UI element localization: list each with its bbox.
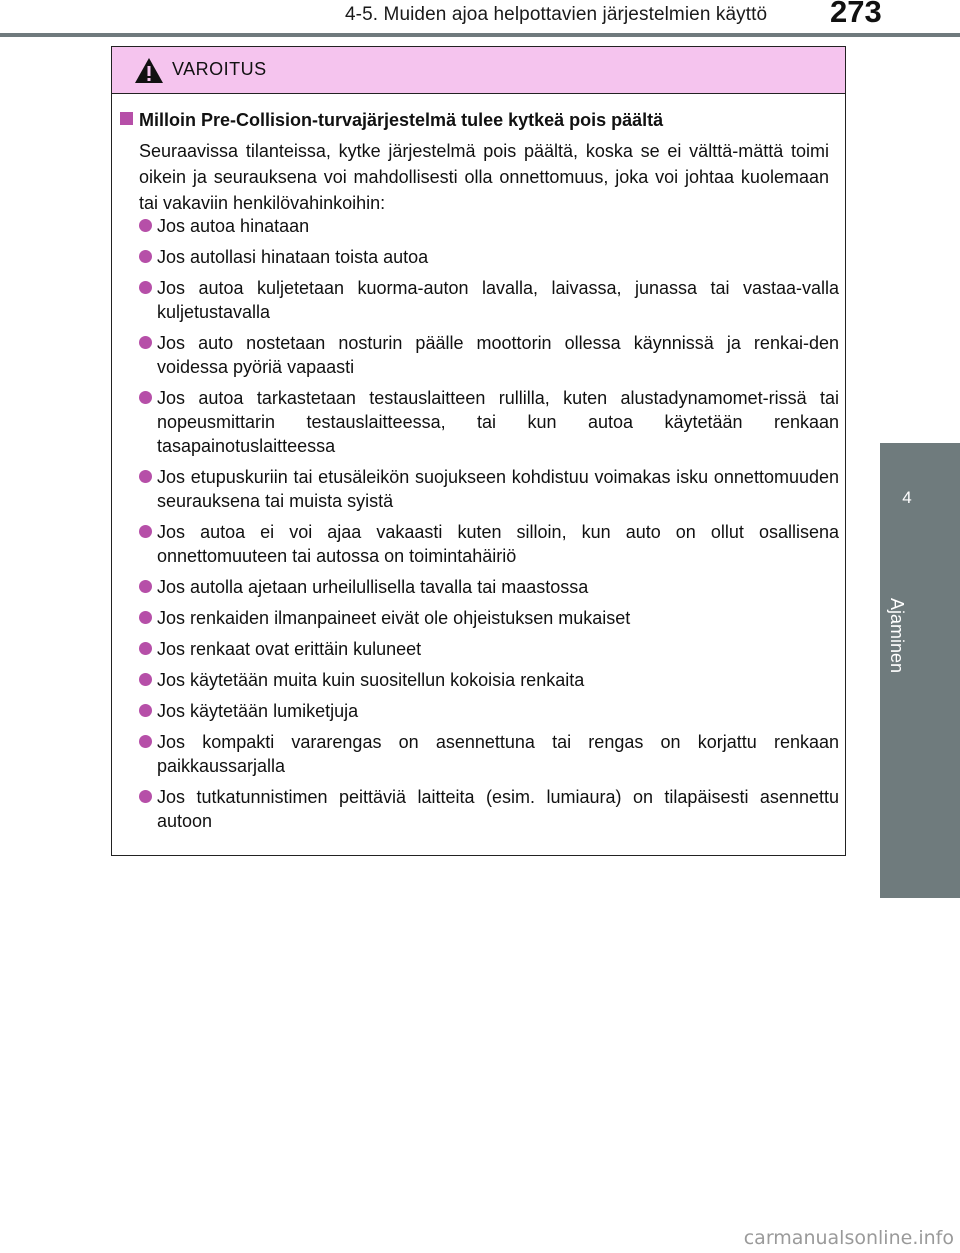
list-item-text: Jos auto nostetaan nosturin päälle moottorin ollessa käynnissä ja renkai-den voidessa pyöriä vapaasti [157,333,839,377]
list-item-text: Jos renkaiden ilmanpaineet eivät ole ohjeistuksen mukaiset [157,608,631,628]
warning-label: VAROITUS [172,59,267,79]
chapter-number: 4 [902,488,912,507]
running-header-title: 4-5. Muiden ajoa helpottavien järjestelmien käyttö [345,4,768,25]
list-item [139,214,839,238]
bullet-dot-icon [139,336,152,349]
list-item [139,668,839,692]
list-item-text: Jos autolla ajetaan urheilullisella tavalla tai maastossa [157,577,589,597]
warning-triangle-icon [134,57,164,84]
bullet-dot-icon [139,673,152,686]
bullet-dot-icon [139,790,152,803]
list-item [139,276,839,324]
list-item-text: Jos tutkatunnistimen peittäviä laitteita (esim. lumiaura) on tilapäisesti asennettu autoon [157,787,839,831]
page-number: 273 [830,0,882,29]
list-item [139,245,839,269]
bullet-dot-icon [139,704,152,717]
list-item-text: Jos käytetään lumiketjuja [157,701,359,721]
warning-box [111,46,846,856]
list-item-text: Jos autoa kuljetetaan kuorma-auton lavalla, laivassa, junassa tai vastaa-valla kuljetustavalla [157,278,839,322]
list-item-text: Jos etupuskuriin tai etusäleikön suojukseen kohdistuu voimakas isku onnettomuuden seurauksena tai muista syistä [157,467,839,511]
section-heading [120,110,663,131]
list-item [139,331,839,379]
bullet-dot-icon [139,580,152,593]
bullet-dot-icon [139,219,152,232]
list-item [139,699,839,723]
header-divider [0,33,960,37]
list-item [139,785,839,833]
list-item-text: Jos kompakti vararengas on asennettuna tai rengas on korjattu renkaan paikkaussarjalla [157,732,839,776]
bullet-dot-icon [139,281,152,294]
list-item [139,520,839,568]
chapter-label: Ajaminen [887,598,907,674]
list-item [139,386,839,458]
list-item-text: Jos autoa hinataan [157,216,310,236]
list-item-text: Jos autoa tarkastetaan testauslaitteen rullilla, kuten alustadynamomet-rissä tai nopeusmittarin testauslaitteessa, tai kun autoa käytetään renkaan tasapainotuslaitteessa [157,388,839,456]
list-item-text: Jos autollasi hinataan toista autoa [157,247,429,267]
bullet-dot-icon [139,611,152,624]
bullet-dot-icon [139,470,152,483]
list-item [139,465,839,513]
warning-header [112,47,845,94]
watermark-link[interactable]: carmanualsonline.info [743,1227,954,1249]
chapter-side-tab[interactable] [880,443,960,898]
list-item-text: Jos käytetään muita kuin suositellun kokoisia renkaita [157,670,585,690]
bullet-dot-icon [139,391,152,404]
list-item [139,637,839,661]
bullet-dot-icon [139,735,152,748]
section-heading-text: Milloin Pre-Collision-turvajärjestelmä tulee kytkeä pois päältä [139,110,664,130]
bullet-dot-icon [139,642,152,655]
list-item-text: Jos renkaat ovat erittäin kuluneet [157,639,422,659]
bullet-dot-icon [139,525,152,538]
condition-list [139,214,839,840]
intro-paragraph: Seuraavissa tilanteissa, kytke järjestelmä pois päältä, koska se ei välttä-mättä toimi oikein ja seurauksena voi mahdollisesti olla onnettomuus, joka voi johtaa kuolemaan tai vakaviin henkilövahinkoihin: [139,141,829,213]
list-item-text: Jos autoa ei voi ajaa vakaasti kuten silloin, kun auto on ollut osallisena onnettomuuteen tai autossa on toimintahäiriö [157,522,839,566]
bullet-dot-icon [139,250,152,263]
list-item [139,730,839,778]
square-bullet-icon [120,112,133,125]
list-item [139,575,839,599]
list-item [139,606,839,630]
